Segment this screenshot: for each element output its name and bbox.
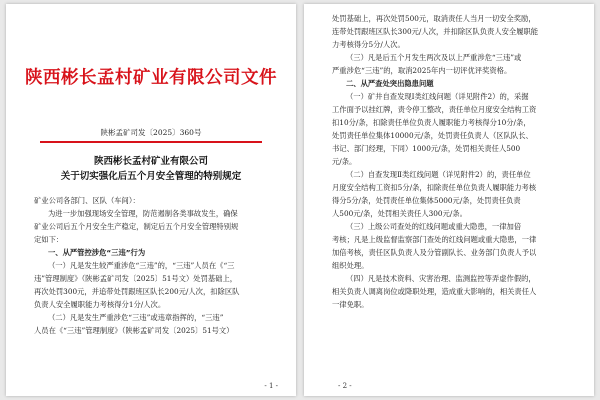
document-number: 陕彬孟矿司发〔2025〕360号 <box>100 128 202 137</box>
body-text-line: 再次处罚300元，并追带处罚跟班区队长200元/人次，扣除区队 <box>34 287 240 296</box>
body-text-line: 加倍考核，责任区队负责人及分管副队长、业务部门负责人予以 <box>332 248 537 257</box>
body-text-line: 书记、部门经理，下同）1000元/条，处罚相关责任人500 <box>332 144 521 153</box>
page-number: - 1 - <box>264 382 278 390</box>
body-text-line: 连带处罚跟班区队长300元/人次，并扣除区队负责人安全履职能 <box>332 27 539 36</box>
body-text-line: （三）上级公司查处的红线问题或重大隐患，一律加倍 <box>346 222 522 231</box>
notice-title <box>6 154 296 184</box>
body-text-line: 一律免职。 <box>332 300 369 309</box>
body-text-line: （二）凡是发生严重涉危“三违”或违章指挥的，“三违” <box>48 313 224 322</box>
company-document-header: 陕西彬长孟村矿业有限公司文件 <box>25 68 277 88</box>
body-text-line: 元/条。 <box>332 157 357 166</box>
body-text-line: 扣10分/条，扣除责任单位负责人履职能力考核得分10分/条， <box>332 118 531 127</box>
body-text-line: （一）矿井自查发现Ⅰ类红线问题（详见附件2）的，采掘 <box>346 92 529 101</box>
body-text-line: 力考核得分5分/人次。 <box>332 40 405 49</box>
body-text-line: 负责人安全履职能力考核得分1分/人次。 <box>34 300 166 309</box>
document-page-1 <box>6 4 296 396</box>
body-text-line: 处罚基础上，再次处罚500元，取消责任人当月一切安全奖励， <box>332 14 536 23</box>
body-text-line: 得分5分/条，处罚责任单位集体5000元/条，处罚责任负责 <box>332 196 521 205</box>
section-heading: 二、从严查处突出隐患问题 <box>346 79 434 88</box>
red-divider-line <box>40 141 262 143</box>
notice-title-line-1: 陕西彬长孟村矿业有限公司 <box>93 156 208 167</box>
body-text-line: （二）自查发现Ⅱ类红线问题（详见附件2）的，责任单位 <box>346 170 531 179</box>
body-text-line: 月度安全结构工资扣5分/条，扣除责任单位负责人履职能力考核 <box>332 183 537 192</box>
body-text-line: 矿业公司后五个月安全生产稳定，制定后五个月安全管理特别规 <box>34 222 239 231</box>
section-heading: 一、从严管控涉危“三违”行为 <box>48 248 146 257</box>
body-text-line: 定如下： <box>34 235 64 244</box>
body-text-line: 严重涉危“三违”的，取消2025年内一切评优评奖资格。 <box>332 66 512 75</box>
page-number: - 2 - <box>338 382 352 390</box>
body-text-line: （四）凡是技术资料、灾害治理、监测监控等弄虚作假的， <box>346 274 536 283</box>
body-text-line: 考核；凡是上级监督监察部门查处的红线问题或重大隐患，一律 <box>332 235 537 244</box>
body-text-line: 工作面予以挂红牌，责令停工整改，责任单位月度安全结构工资 <box>332 105 537 114</box>
body-text-line: 人500元/条，处罚相关责任人300元/条。 <box>332 209 467 218</box>
body-text-line: （三）凡是后五个月发生两次及以上严重涉危“三违”或 <box>346 53 522 62</box>
body-text-line: 违”管理制度》（陕彬孟矿司发〔2025〕51号文）处罚基础上， <box>34 274 238 283</box>
page-2-body <box>332 12 572 311</box>
body-text-line: 矿业公司各部门、区队（车间）： <box>34 196 140 205</box>
body-text-line: 为进一步加强现场安全管理，防范遏制各类事故发生，确保 <box>48 209 238 218</box>
body-text-line: 组织处理。 <box>332 261 369 270</box>
page-1-body <box>34 194 274 337</box>
body-text-line: （一）凡是发生较严重涉危“三违”的，“三违”人员在《“三 <box>48 261 235 270</box>
document-page-2 <box>304 4 594 396</box>
body-text-line: 处罚责任单位集体10000元/条，处罚责任负责人（区队队长、 <box>332 131 533 140</box>
notice-title-line-2: 关于切实强化后五个月安全管理的特别规定 <box>60 171 242 182</box>
body-text-line: 人员在《“三违”管理制度》（陕彬孟矿司发〔2025〕51号文） <box>34 326 234 335</box>
body-text-line: 相关负责人调离岗位或降职处理，造成重大影响的，相关责任人 <box>332 287 537 296</box>
